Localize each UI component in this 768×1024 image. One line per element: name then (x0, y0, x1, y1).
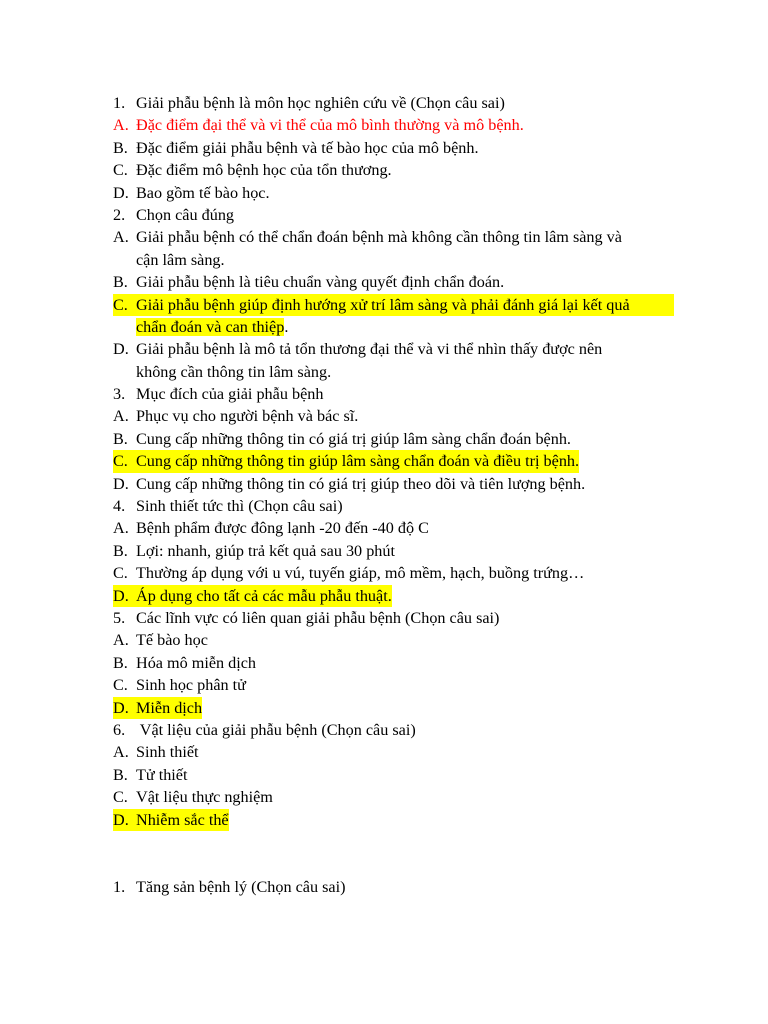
answer-text: Vật liệu thực nghiệm (136, 788, 273, 807)
answer-label: B. (113, 138, 128, 157)
question-number: 6. (113, 720, 126, 739)
highlighted-text: chẩn đoán và can thiệp (136, 317, 285, 336)
answer-text: Đặc điểm đại thể và vi thể của mô bình thường và mô bệnh. (136, 116, 524, 135)
answer-2d (0, 338, 768, 360)
answer-text: Lợi: nhanh, giúp trả kết quả sau 30 phút (136, 541, 395, 560)
question-number: 3. (113, 385, 126, 404)
question-number: 1. (113, 94, 126, 112)
answer-text: Đặc điểm mô bệnh học của tổn thương. (136, 161, 392, 180)
answer-label: D. (113, 183, 129, 202)
question-number: 1. (113, 877, 126, 896)
answer-5a (0, 629, 768, 651)
answer-text-wrapper (136, 316, 288, 338)
question-3 (0, 383, 768, 405)
answer-1b (0, 137, 768, 159)
answer-label: D. (113, 585, 141, 607)
answer-text: Nhiễm sắc thể (136, 809, 229, 831)
answer-3c (0, 450, 768, 472)
answer-text: Giải phẫu bệnh là tiêu chuẩn vàng quyết định chẩn đoán. (136, 273, 505, 292)
answer-4b (0, 540, 768, 562)
answer-label: C. (113, 295, 128, 314)
question-text: Mục đích của giải phẫu bệnh (136, 385, 324, 404)
answer-label: A. (113, 743, 129, 762)
answer-text: Hóa mô miễn dịch (136, 653, 257, 672)
answer-text: Miễn dịch (136, 697, 202, 719)
answer-text: Giải phẫu bệnh giúp định hướng xử trí lâm sàng và phải đánh giá lại kết quả (136, 295, 630, 314)
answer-label: C. (113, 676, 128, 695)
answer-label: D. (113, 474, 129, 493)
answer-2a-continued (0, 249, 768, 271)
question-4 (0, 495, 768, 517)
answer-label: A. (113, 407, 129, 426)
answer-2a (0, 226, 768, 248)
answer-label: D. (113, 340, 129, 359)
answer-text: không cần thông tin lâm sàng. (136, 362, 332, 381)
answer-text: Sinh học phân tử (136, 676, 246, 695)
question-text: Sinh thiết tức thì (Chọn câu sai) (136, 497, 343, 516)
answer-2b (0, 271, 768, 293)
question-text: Giải phẫu bệnh là môn học nghiên cứu về (Chọn câu sai) (136, 94, 505, 112)
answer-6d (0, 809, 768, 831)
answer-label: B. (113, 273, 128, 292)
answer-text: Cung cấp những thông tin có giá trị giúp lâm sàng chẩn đoán bệnh. (136, 429, 571, 448)
answer-text: Tế bào học (136, 631, 208, 650)
answer-label: B. (113, 541, 128, 560)
answer-1c (0, 159, 768, 181)
answer-text: Áp dụng cho tất cả các mẫu phẫu thuật. (136, 585, 392, 607)
answer-5d (0, 697, 768, 719)
answer-label: C. (113, 788, 128, 807)
answer-6c (0, 786, 768, 808)
answer-text: Sinh thiết (136, 743, 199, 762)
answer-label: B. (113, 653, 128, 672)
question-number: 4. (113, 497, 126, 516)
answer-label: A. (113, 228, 129, 247)
answer-text: Thường áp dụng với u vú, tuyến giáp, mô mềm, hạch, buồng trứng… (136, 564, 585, 583)
trailing-period: . (284, 317, 289, 336)
section-gap (0, 831, 768, 876)
answer-label: D. (113, 697, 141, 719)
answer-text: Bệnh phẩm được đông lạnh -20 đến -40 độ C (136, 519, 429, 538)
answer-1d (0, 182, 768, 204)
question-text: Các lĩnh vực có liên quan giải phẫu bệnh (Chọn câu sai) (136, 608, 500, 627)
answer-text: Cung cấp những thông tin giúp lâm sàng chẩn đoán và điều trị bệnh. (136, 450, 579, 472)
answer-text: Tử thiết (136, 765, 188, 784)
answer-text: Cung cấp những thông tin có giá trị giúp theo dõi và tiên lượng bệnh. (136, 474, 586, 493)
answer-label: A. (113, 631, 129, 650)
answer-text: Giải phẫu bệnh là mô tả tổn thương đại thể và vi thể nhìn thấy được nên (136, 340, 603, 359)
answer-label: C. (113, 564, 128, 583)
answer-label: D. (113, 809, 141, 831)
question-text: Tăng sản bệnh lý (Chọn câu sai) (136, 877, 346, 896)
answer-label: C. (113, 450, 140, 472)
answer-2c (0, 294, 768, 316)
document-page (0, 92, 768, 898)
answer-label: B. (113, 429, 128, 448)
question-text: Chọn câu đúng (136, 205, 235, 224)
answer-4d (0, 585, 768, 607)
answer-text: Đặc điểm giải phẫu bệnh và tế bào học của mô bệnh. (136, 138, 479, 157)
answer-label: B. (113, 765, 128, 784)
answer-2d-continued (0, 361, 768, 383)
question-5 (0, 607, 768, 629)
question-2 (0, 204, 768, 226)
question-number: 5. (113, 608, 126, 627)
answer-label: A. (113, 519, 129, 538)
answer-4c (0, 562, 768, 584)
question-number: 2. (113, 205, 126, 224)
question-6 (0, 719, 768, 741)
answer-6b (0, 764, 768, 786)
answer-text: Giải phẫu bệnh có thể chẩn đoán bệnh mà không cần thông tin lâm sàng và (136, 228, 622, 247)
answer-text: Bao gồm tế bào học. (136, 183, 270, 202)
answer-3b (0, 428, 768, 450)
answer-5b (0, 652, 768, 674)
question-1 (0, 92, 768, 114)
answer-2c-continued (0, 316, 768, 338)
answer-label: A. (113, 116, 129, 135)
answer-3d (0, 473, 768, 495)
answer-label: C. (113, 161, 128, 180)
answer-text: cận lâm sàng. (136, 250, 225, 269)
question-next-1 (0, 876, 768, 898)
answer-3a (0, 405, 768, 427)
answer-4a (0, 517, 768, 539)
answer-5c (0, 674, 768, 696)
answer-1a (0, 114, 768, 136)
question-text: Vật liệu của giải phẫu bệnh (Chọn câu sai) (136, 720, 416, 739)
answer-6a (0, 741, 768, 763)
answer-text: Phục vụ cho người bệnh và bác sĩ. (136, 407, 359, 426)
